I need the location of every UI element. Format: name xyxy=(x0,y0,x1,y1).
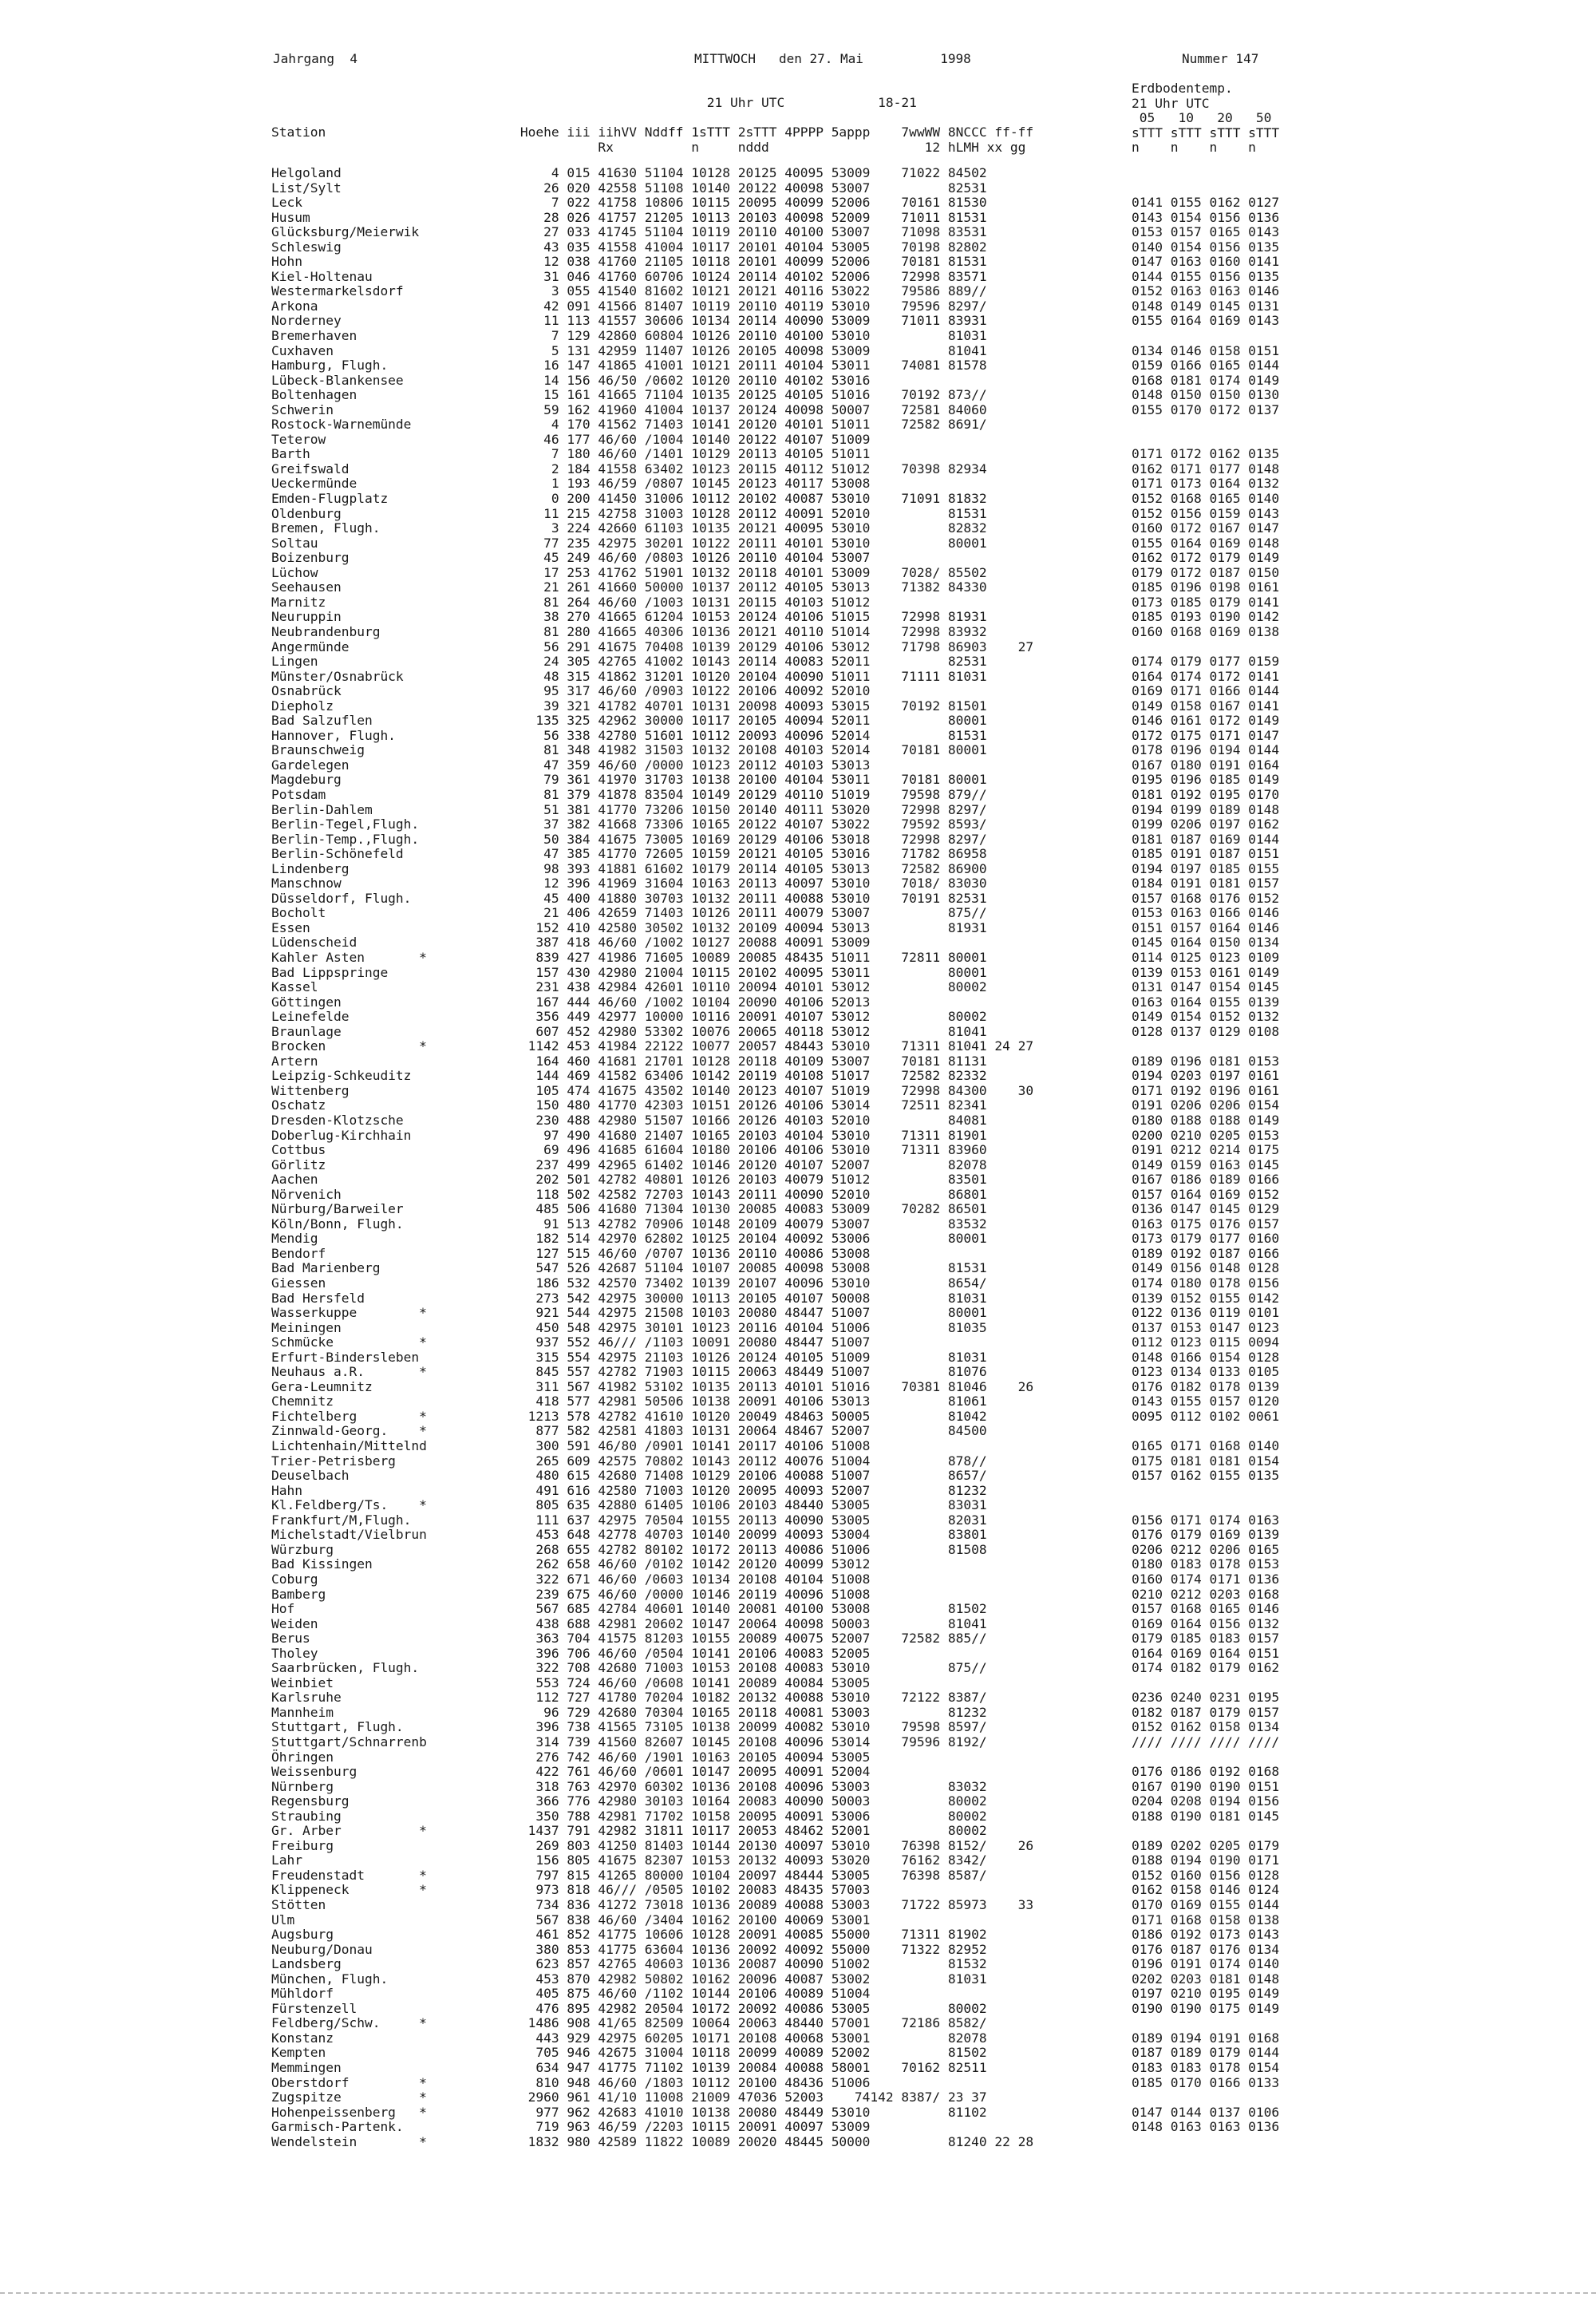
column-header-soil: Erdbodentemp. 21 Uhr UTC 05 10 20 50 sTTT sTTT sTTT sTTT n n n n xyxy=(1132,81,1280,156)
column-header-main: 21 Uhr UTC 18-21 Station Hoehe iii iihVV Nddff 1sTTT 2sTTT 4PPPP 5appp 7wwWW 8NCCC ff-ff Rx n nddd 12 hLMH xx gg xyxy=(271,95,1034,155)
soil-temperature-table: 0141 0155 0162 0127 0143 0154 0156 0136 0153 0157 0165 0143 0140 0154 0156 0135 0147 0163 0160 0141 0144 0155 0156 0135 0152 0163 0163 0146 0148 0149 0145 0131 0155 0164 0169 0143 0134 0146 0158 0151 0159 0166 0165 0144 0168 0181 0174 0149 0148 0150 0150 0130 0155 0170 0172 0137 0171 0172 0162 0135 0162 0171 0177 0148 0171 0173 0164 0132 0152 0168 0165 0140 0152 0156 0159 0143 0160 0172 0167 0147 0155 0164 0169 0148 0162 0172 0179 0149 0179 0172 0187 0150 0185 0196 0198 0161 0173 0185 0179 0141 0185 0193 0190 0142 0160 0168 0169 0138 0174 0179 0177 0159 0164 0174 0172 0141 0169 0171 0166 0144 0149 0158 0167 0141 0146 0161 0172 0149 0172 0175 0171 0147 0178 0196 0194 0144 0167 0180 0191 0164 0195 0196 0185 0149 0181 0192 0195 0170 0194 0199 0189 0148 0199 0206 0197 0162 0181 0187 0169 0144 0185 0191 0187 0151 0194 0197 0185 0155 0184 0191 0181 0157 0157 0168 0176 0152 0153 0163 0166 0146 0151 0157 0164 0146 0145 0164 0150 0134 0114 0125 0123 0109 0139 0153 0161 0149 0131 0147 0154 0145 0163 0164 0155 0139 0149 0154 0152 0132 0128 0137 0129 0108 0189 0196 0181 0153 0194 0203 0197 0161 0171 0192 0196 0161 0191 0206 0206 0154 0180 0188 0188 0149 0200 0210 0205 0153 0191 0212 0214 0175 0149 0159 0163 0145 0167 0186 0189 0166 0157 0164 0169 0152 0136 0147 0145 0129 0163 0175 0176 0157 0173 0179 0177 0160 0189 0192 0187 0166 0149 0156 0148 0128 0174 0180 0178 0156 0139 0152 0155 0142 0122 0136 0119 0101 0137 0153 0147 0123 0112 0123 0115 0094 0148 0166 0154 0128 0123 0134 0133 0105 0176 0182 0178 0139 0143 0155 0157 0120 0095 0112 0102 0061 0165 0171 0168 0140 0175 0181 0181 0154 0157 0162 0155 0135 0156 0171 0174 0163 0176 0179 0169 0139 0206 0212 0206 0165 0180 0183 0178 0153 0160 0174 0171 0136 0210 0212 0203 0168 0157 0168 0165 0146 0169 0164 0156 0132 0179 0185 0183 0157 0164 0169 0164 0151 0174 0182 0179 0162 0236 0240 0231 0195 0182 0187 0179 0157 0152 0162 0158 0134 //// //// //// //// 0176 0186 0192 0168 0167 0190 0190 0151 0204 0208 0194 0156 0188 0190 0181 0145 0189 0202 0205 0179 0188 0194 0190 0171 0152 0160 0156 0128 0162 0158 0146 0124 0170 0169 0155 0144 0171 0168 0158 0138 0186 0192 0173 0143 0176 0187 0176 0134 0196 0191 0174 0140 0202 0203 0181 0148 0197 0210 0195 0149 0190 0190 0175 0149 0189 0194 0191 0168 0187 0189 0179 0144 0183 0183 0178 0154 0185 0170 0166 0133 0147 0144 0137 0106 0148 0163 0163 0136 xyxy=(1132,195,1280,2135)
header-left: Jahrgang 4 xyxy=(273,51,358,66)
header-right: Nummer 147 xyxy=(1182,51,1259,66)
page-bottom-edge xyxy=(0,2292,1596,2294)
station-observation-table: Helgoland 4 015 41630 51104 10128 20125 40095 53009 71022 84502 List/Sylt 26 020 42558 51108 10140 20122 40098 53007 82531 Leck 7 022 41758 10806 10115 20095 40099 52006 70161 81530 Husum 28 026 41757 21205 10113 20103 40098 52009 71011 81531 Glücksburg/Meierwik 27 033 41745 51104 10119 20110 40100 53007 71098 83531 Schleswig 43 035 41558 41004 10117 20101 40104 53005 70198 82802 Hohn 12 038 41760 21105 10118 20101 40099 52006 70181 81531 Kiel-Holtenau 31 046 41760 60706 10124 20114 40102 52006 72998 83571 Westermarkelsdorf 3 055 41540 81602 10121 20121 40116 53022 79586 889// Arkona 42 091 41566 81407 10119 20110 40119 53010 79596 8297/ Norderney 11 113 41557 30606 10134 20114 40090 53009 71011 83931 Bremerhaven 7 129 42860 60804 10126 20110 40100 53010 81031 Cuxhaven 5 131 42959 11407 10126 20105 40098 53009 81041 Hamburg, Flugh. 16 147 41865 41001 10121 20111 40104 53011 74081 81578 Lübeck-Blankensee 14 156 46/50 /0602 10120 20110 40102 53016 Boltenhagen 15 161 41665 71104 10135 20125 40105 51016 70192 873// Schwerin 59 162 41960 41004 10137 20124 40098 50007 72581 84060 Rostock-Warnemünde 4 170 41562 71403 10141 20120 40101 51011 72582 8691/ Teterow 46 177 46/60 /1004 10140 20122 40107 51009 Barth 7 180 46/60 /1401 10129 20113 40105 51011 Greifswald 2 184 41558 63402 10123 20115 40112 51012 70398 82934 Ueckermünde 1 193 46/59 /0807 10145 20123 40117 53008 Emden-Flugplatz 0 200 41450 31006 10112 20102 40087 53010 71091 81832 Oldenburg 11 215 42758 31003 10128 20112 40091 52010 81531 Bremen, Flugh. 3 224 42660 61103 10135 20121 40095 53010 82832 Soltau 77 235 42975 30201 10122 20111 40101 53010 80001 Boizenburg 45 249 46/60 /0803 10126 20110 40104 53007 Lüchow 17 253 41762 51901 10132 20118 40101 53009 7028/ 85502 Seehausen 21 261 41660 50000 10137 20112 40105 53013 71382 84330 Marnitz 81 264 46/60 /1003 10131 20115 40103 51012 Neuruppin 38 270 41665 61204 10153 20124 40106 51015 72998 81931 Neubrandenburg 81 280 41665 40306 10136 20121 40110 51014 72998 83932 Angermünde 56 291 41675 70408 10139 20129 40106 53012 71798 86903 27 Lingen 24 305 42765 41002 10143 20114 40083 52011 82531 Münster/Osnabrück 48 315 41862 31201 10120 20104 40090 51011 71111 81031 Osnabrück 95 317 46/60 /0903 10122 20106 40092 52010 Diepholz 39 321 41782 40701 10131 20098 40093 53015 70192 81501 Bad Salzuflen 135 325 42962 30000 10117 20105 40094 52011 80001 Hannover, Flugh. 56 338 42780 51601 10112 20093 40096 52014 81531 Braunschweig 81 348 41982 31503 10132 20108 40103 52014 70181 80001 Gardelegen 47 359 46/60 /0000 10123 20112 40103 53013 Magdeburg 79 361 41970 31703 10138 20100 40104 53011 70181 80001 Potsdam 81 379 41878 83504 10149 20129 40110 51019 79598 879// Berlin-Dahlem 51 381 41770 73206 10150 20140 40111 53020 72998 8297/ Berlin-Tegel,Flugh. 37 382 41668 73306 10165 20122 40107 53022 79592 8593/ Berlin-Temp.,Flugh. 50 384 41675 73005 10169 20129 40106 53018 72998 8297/ Berlin-Schönefeld 47 385 41770 72605 10159 20121 40105 53016 71782 86958 Lindenberg 98 393 41881 61602 10179 20114 40105 53013 72582 86900 Manschnow 12 396 41969 31604 10163 20113 40097 53010 7018/ 83030 Düsseldorf, Flugh. 45 400 41880 30703 10132 20111 40088 53010 70191 82531 Bocholt 21 406 42659 71403 10126 20111 40079 53007 875// Essen 152 410 42580 30502 10132 20109 40094 53013 81931 Lüdenscheid 387 418 46/60 /1002 10127 20088 40091 53009 Kahler Asten * 839 427 41986 71605 10089 20085 48435 51011 72811 80001 Bad Lippspringe 157 430 42980 21004 10115 20102 40095 53011 80001 Kassel 231 438 42984 42601 10110 20094 40101 53012 80002 Göttingen 167 444 46/60 /1002 10104 20090 40106 52013 Leinefelde 356 449 42977 10000 10116 20091 40107 53012 80002 Braunlage 607 452 42980 53302 10076 20065 40118 53012 81041 Brocken * 1142 453 41984 22122 10077 20057 48443 53010 71311 81041 24 27 Artern 164 460 41681 21701 10128 20118 40109 53007 70181 81131 Leipzig-Schkeuditz 144 469 41582 63406 10142 20119 40108 51017 72582 82332 Wittenberg 105 474 41675 43502 10140 20123 40107 51019 72998 84300 30 Oschatz 150 480 41770 42303 10151 20126 40106 53014 72511 82341 Dresden-Klotzsche 230 488 42980 51507 10166 20126 40103 52010 84081 Doberlug-Kirchhain 97 490 41680 21407 10165 20103 40104 53010 71311 81901 Cottbus 69 496 41685 61604 10180 20106 40106 53010 71311 83960 Görlitz 237 499 42965 61402 10146 20120 40107 52007 82078 Aachen 202 501 42782 40801 10126 20103 40079 51012 83501 Nörvenich 118 502 42582 72703 10143 20111 40090 52010 86801 Nürburg/Barweiler 485 506 41680 71304 10130 20085 40083 53009 70282 86501 Köln/Bonn, Flugh. 91 513 42782 70906 10148 20109 40079 53007 83532 Mendig 182 514 42970 62802 10125 20104 40092 53006 80001 Bendorf 127 515 46/60 /0707 10136 20110 40086 53008 Bad Marienberg 547 526 42687 51104 10107 20085 40098 53008 81531 Giessen 186 532 42570 73402 10139 20107 40096 53010 8654/ Bad Hersfeld 273 542 42975 30000 10113 20105 40107 50008 81031 Wasserkuppe * 921 544 42975 21508 10103 20080 48447 51007 80001 Meiningen 450 548 42975 30101 10123 20116 40104 51006 81035 Schmücke * 937 552 46/// /1103 10091 20080 48447 51007 Erfurt-Bindersleben 315 554 42975 21103 10126 20124 40105 51009 81031 Neuhaus a.R. * 845 557 42782 71903 10115 20063 48449 51007 81076 Gera-Leumnitz 311 567 41982 53102 10135 20113 40101 51016 70381 81046 26 Chemnitz 418 577 42981 50506 10138 20091 40106 53013 81061 Fichtelberg * 1213 578 42782 41610 10120 20049 48463 50005 81042 Zinnwald-Georg. * 877 582 42581 41803 10131 20064 48467 52007 84500 Lichtenhain/Mittelnd 300 591 46/80 /0901 10141 20117 40106 51008 Trier-Petrisberg 265 609 42575 70802 10143 20112 40076 51004 878// Deuselbach 480 615 42680 71408 10129 20106 40088 51007 8657/ Hahn 491 616 42580 71003 10120 20095 40093 52007 81232 Kl.Feldberg/Ts. * 805 635 42880 61405 10106 20103 48440 53005 83031 Frankfurt/M,Flugh. 111 637 42975 70504 10155 20113 40090 53005 82031 Michelstadt/Vielbrun 453 648 42778 40703 10140 20099 40093 53004 83801 Würzburg 268 655 42782 80102 10172 20113 40086 51006 81508 Bad Kissingen 262 658 46/60 /0102 10142 20120 40099 53012 Coburg 322 671 46/60 /0603 10134 20108 40104 51008 Bamberg 239 675 46/60 /0000 10146 20119 40096 51008 Hof 567 685 42784 40601 10140 20081 40100 53008 81502 Weiden 438 688 42981 20602 10147 20064 40098 50003 81041 Berus 363 704 41575 81203 10155 20089 40075 52007 72582 885// Tholey 396 706 46/60 /0504 10141 20106 40083 52005 Saarbrücken, Flugh. 322 708 42680 71003 10153 20108 40083 53010 875// Weinbiet 553 724 46/60 /0608 10141 20089 40084 53005 Karlsruhe 112 727 41780 70204 10182 20132 40088 53010 72122 8387/ Mannheim 96 729 42680 70304 10165 20118 40081 53003 81232 Stuttgart, Flugh. 396 738 41565 73105 10138 20099 40082 53010 79598 8597/ Stuttgart/Schnarrenb 314 739 41560 82607 10145 20108 40096 53014 79596 8192/ Öhringen 276 742 46/60 /1901 10163 20105 40094 53005 Weissenburg 422 761 46/60 /0601 10147 20095 40091 52004 Nürnberg 318 763 42970 60302 10136 20108 40096 53003 83032 Regensburg 366 776 42980 30103 10164 20083 40090 50003 80002 Straubing 350 788 42981 71702 10158 20095 40091 53006 80002 Gr. Arber * 1437 791 42982 31811 10117 20053 48462 52001 80002 Freiburg 269 803 41250 81403 10144 20130 40097 53010 76398 8152/ 26 Lahr 156 805 41675 82307 10153 20132 40093 53020 76162 8342/ Freudenstadt * 797 815 41265 80000 10104 20097 48444 53005 76398 8587/ Klippeneck * 973 818 46/// /0505 10102 20083 48435 57003 Stötten 734 836 41272 73018 10136 20089 40088 53003 71722 85973 33 Ulm 567 838 46/60 /3404 10162 20100 40069 53001 Augsburg 461 852 41775 10606 10128 20091 40085 55000 71311 81902 Neuburg/Donau 380 853 41775 63604 10136 20092 40092 55000 71322 82952 Landsberg 623 857 42765 40603 10136 20087 40090 51002 81532 München, Flugh. 453 870 42982 50802 10162 20096 40087 53002 81031 Mühldorf 405 875 46/60 /1102 10144 20106 40089 51004 Fürstenzell 476 895 42982 20504 10172 20092 40086 53005 80002 Feldberg/Schw. * 1486 908 41/65 82509 10064 20063 48440 57001 72186 8582/ Konstanz 443 929 42975 60205 10171 20108 40068 53001 82078 Kempten 705 946 42675 31004 10118 20099 40089 52002 81502 Memmingen 634 947 41775 71102 10139 20084 40088 58001 70162 82511 Oberstdorf * 810 948 46/60 /1803 10112 20100 48436 51006 Zugspitze * 2960 961 41/10 11008 21009 47036 52003 74142 8387/ 23 37 Hohenpeissenberg * 977 962 42683 41010 10138 20080 48449 53010 81102 Garmisch-Partenk. 719 963 46/59 /2203 10115 20091 40097 53009 Wendelstein * 1832 980 42589 11822 10089 20020 48445 50000 81240 22 28 xyxy=(271,165,1034,2149)
header-center: MITTWOCH den 27. Mai 1998 xyxy=(694,51,971,66)
